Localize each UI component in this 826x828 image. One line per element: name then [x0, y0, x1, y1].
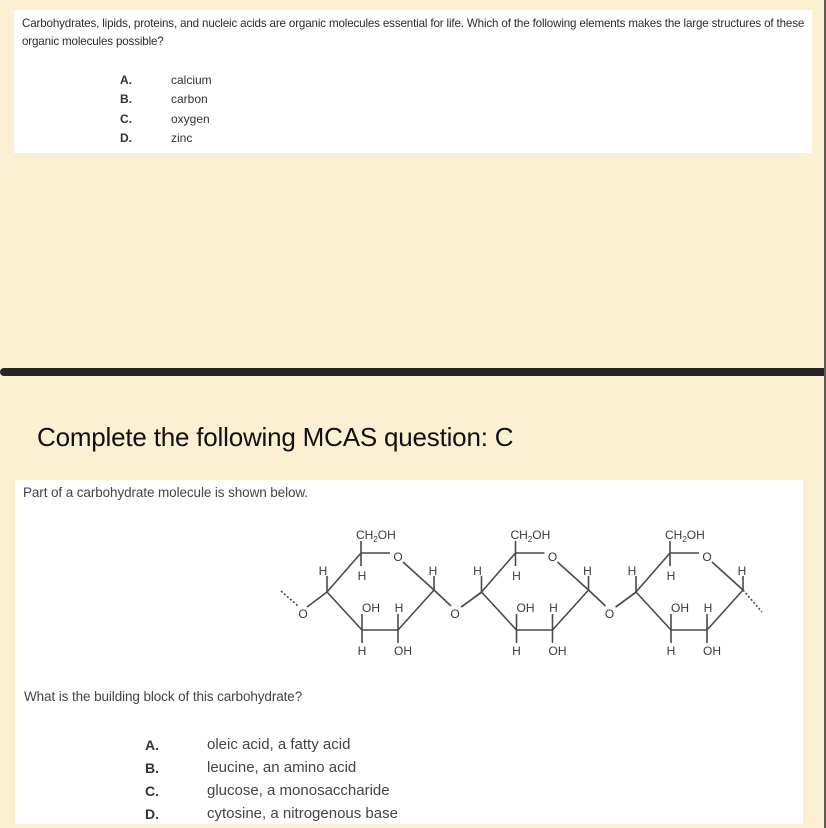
choice-text: carbon: [171, 92, 208, 107]
atom-label: H: [703, 601, 713, 615]
ch2oh-label: $CH_2OH$: [510, 528, 551, 544]
choice-letter: D.: [145, 805, 159, 822]
choice-letter: C.: [120, 111, 132, 126]
glycosidic-oxygen: O: [604, 607, 615, 621]
choice-text: oleic acid, a fatty acid: [207, 736, 351, 753]
choice-text: zinc: [171, 131, 193, 146]
choice-letter: C.: [145, 782, 159, 799]
choice-text: glucose, a monosaccharide: [207, 782, 390, 799]
atom-label: OH: [362, 601, 380, 615]
ring-oxygen: O: [393, 550, 403, 564]
choice-text: cytosine, a nitrogenous base: [207, 805, 398, 822]
atom-label: H: [549, 601, 558, 615]
atom-label: OH: [703, 644, 721, 658]
choice-letter: A.: [145, 736, 159, 753]
atom-label: H: [627, 564, 637, 578]
atom-label: H: [583, 564, 592, 578]
atom-label: H: [428, 564, 438, 578]
choice-letter: A.: [120, 72, 132, 87]
question-2-intro: Part of a carbohydrate molecule is shown below.: [23, 485, 308, 500]
atom-label: H: [394, 601, 404, 615]
terminal-oxygen: O: [298, 607, 308, 621]
question-2-prompt: What is the building block of this carbohydrate?: [24, 689, 303, 704]
atom-label: H: [512, 569, 521, 583]
ch2oh-label: $CH_2OH$: [356, 528, 396, 544]
atom-label: OH: [394, 644, 412, 658]
atom-label: H: [357, 569, 367, 583]
choice-letter: B.: [145, 759, 159, 776]
atom-label: OH: [671, 601, 689, 615]
question-1-prompt: Carbohydrates, lipids, proteins, and nucleic acids are organic molecules essential for life. Which of the following elements makes the large structures of these organic molecules possible?: [22, 17, 805, 48]
page-heading: Complete the following MCAS question: C: [37, 422, 514, 452]
choice-letter: B.: [120, 92, 132, 107]
atom-label: H: [737, 564, 747, 578]
ring-oxygen: O: [702, 550, 712, 564]
atom-label: H: [357, 644, 367, 658]
atom-label: H: [666, 569, 676, 583]
atom-label: H: [512, 644, 521, 658]
atom-label: OH: [516, 601, 535, 615]
atom-label: OH: [548, 644, 567, 658]
ring-oxygen: O: [547, 550, 558, 564]
choice-letter: D.: [120, 131, 132, 146]
ch2oh-label: $CH_2OH$: [665, 528, 705, 544]
atom-label: H: [666, 644, 676, 658]
atom-label: H: [318, 564, 328, 578]
choice-text: oxygen: [171, 111, 210, 126]
glycosidic-oxygen: O: [450, 607, 460, 621]
choice-text: calcium: [171, 72, 212, 87]
atom-label: H: [473, 564, 482, 578]
choice-text: leucine, an amino acid: [207, 759, 357, 776]
